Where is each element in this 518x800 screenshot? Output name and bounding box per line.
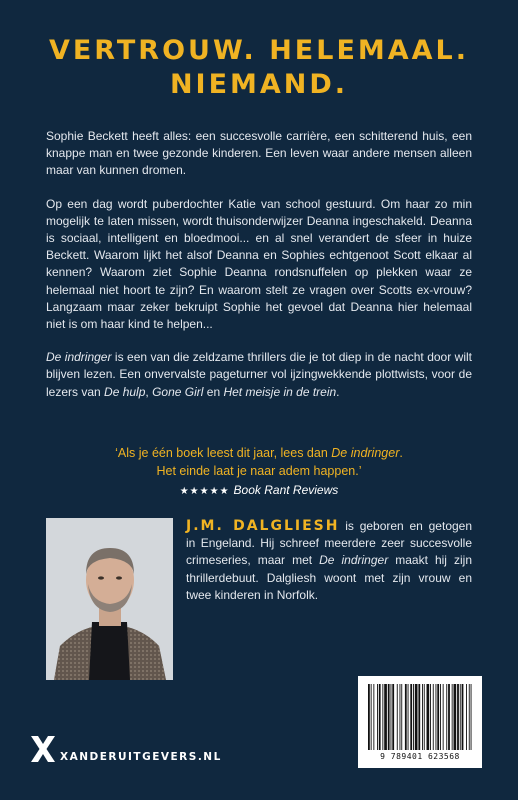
reference-title-3: Het meisje in de trein (223, 384, 337, 399)
headline (0, 34, 518, 102)
isbn-number: 9 789401 623568 (380, 752, 460, 761)
author-book-title: De indringer (319, 553, 389, 568)
headline-line-2: NIEMAND. (169, 69, 349, 100)
blurb-paragraph-1: Sophie Beckett heeft alles: een succesvolle carrière, een schitterend huis, een knappe man en twee gezonde kinderen. Een leven waar andere mensen alleen maar van kunnen dromen. (46, 129, 472, 178)
barcode-bars (358, 676, 482, 752)
xander-logo (28, 716, 58, 776)
reference-title-2: Gone Girl (152, 384, 204, 399)
author-bio: J.M. DALGLIESH is geboren en getogen in Engeland. Hij schreef meerdere zeer succesvolle crimeseries, maar met De indringer maakt hij zijn thrillerdebuut. Dalgliesh woont met zijn vrouw en twee kinderen in Norfolk. (186, 518, 473, 602)
blurb (46, 128, 472, 417)
author-photo (46, 518, 173, 680)
quote-book-title: De indringer (331, 446, 400, 460)
reference-title-1: De hulp (104, 384, 146, 399)
blurb-paragraph-2: Op een dag wordt puberdochter Katie van school gestuurd. Om haar zo min mogelijk te laten missen, wordt thuisonderwijzer Deanna ingeschakeld. Deanna is sociaal, intelligent en bloedmooi... en al snel verandert de sfeer in huize Beckett. Waarom lijkt het alsof Deanna en Sophies echtgenoot Scott elkaar al kennen? Waarom ziet Sophie Deanna rondsnuffelen op plekken waar ze helemaal niet hoort te zijn? En waarom stelt ze vragen over Scotts ex-vrouw? Langzaam maar zeker bekruipt Sophie het gevoel dat Deanna hier helemaal niet is om haar kind te helpen... (46, 196, 472, 332)
isbn-barcode (358, 676, 482, 768)
publisher-website: XANDERUITGEVERS.NL (60, 751, 222, 763)
book-title: De indringer (46, 350, 112, 365)
blurb-paragraph-3: De indringer is een van die zeldzame thrillers die je tot diep in de nacht door wilt blijven lezen. Een onvervalste pageturner vol ijzingwekkende plottwists, voor de lezers van De hulp, Gone Girl en Het meisje in de trein. (46, 350, 472, 399)
review-source-name: Book Rant Reviews (233, 483, 339, 497)
author-name: J.M. DALGLIESH (186, 518, 340, 534)
review-source (46, 483, 472, 497)
publisher-logo-icon (28, 716, 58, 776)
star-rating-icon: ★★★★★ (179, 486, 230, 497)
review-quote: ‘Als je één boek leest dit jaar, lees dan De indringer. Het einde laat je naar adem happen.’ (115, 446, 403, 478)
headline-line-1: VERTROUW. HELEMAAL. (48, 35, 470, 66)
author-portrait-image (46, 518, 173, 680)
